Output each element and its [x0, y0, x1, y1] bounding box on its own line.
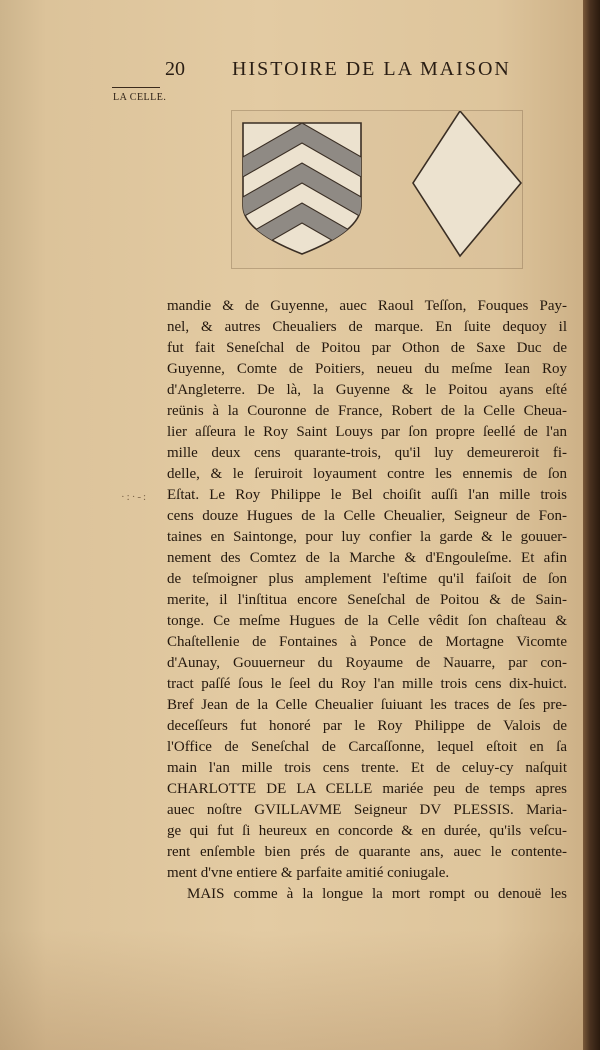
text-line: ment d'vne entiere & parfaite amitié coniugale. [167, 865, 450, 881]
text-line: Bref Jean de la Celle Cheualier ſuiuant les traces de ſes pre- [167, 697, 567, 713]
page-edge [583, 0, 600, 1050]
coat-of-arms-svg [232, 111, 522, 268]
text-line: MAIS comme à la longue la mort rompt ou denouë les [187, 886, 567, 902]
coat-of-arms-figure [231, 110, 523, 269]
text-line: delle, & le ſeruiroit loyaument contre les ennemis de ſon [167, 466, 567, 482]
text-line: rent enſemble bien prés de quarante ans, auec le contente- [167, 844, 567, 860]
chevronny-shield [232, 123, 382, 268]
text-line: tract paſſé ſous le ſeel du Roy l'an mille trois cens dix-huict. [167, 676, 567, 692]
text-line: ge qui fut ſi heureux en concorde & en durée, qu'ils veſcu- [167, 823, 567, 839]
text-line: d'Angleterre. De là, la Guyenne & le Poitou ayans eſté [167, 382, 567, 398]
text-line: Chaſtellenie de Fontaines à Ponce de Mortagne Vicomte [167, 634, 567, 650]
running-title: HISTOIRE DE LA MAISON [232, 58, 511, 80]
text-line: mandie & de Guyenne, auec Raoul Teſſon, Fouques Pay- [167, 298, 567, 314]
header-rule [112, 87, 160, 88]
text-line: Guyenne, Comte de Poitiers, neueu du meſme Iean Roy [167, 361, 567, 377]
text-line: de teſmoigner plus amplement l'eſtime qu'il faiſoit de ſon [167, 571, 567, 587]
body-text [167, 296, 567, 905]
margin-marker: ·:·-: [121, 491, 149, 503]
text-line: cens douze Hugues de la Celle Cheualier, Seigneur de Fon- [167, 508, 567, 524]
text-line: reünis à la Couronne de France, Robert de la Celle Cheua- [167, 403, 567, 419]
text-line: mille deux cens quarante-trois, qu'il luy demeureroit fi- [167, 445, 567, 461]
text-line: d'Aunay, Gouuerneur du Royaume de Nauarre, par con- [167, 655, 567, 671]
text-line: taines en Saintonge, pour luy confier la garde & le gouuer- [167, 529, 567, 545]
text-line: fut fait Seneſchal de Poitou par Othon de Saxe Duc de [167, 340, 567, 356]
lozenge-shield [413, 111, 521, 256]
text-line: Eſtat. Le Roy Philippe le Bel choiſit auſſi l'an mille trois [167, 487, 567, 503]
text-line: l'Office de Seneſchal de Carcaſſonne, lequel eſtoit en ſa [167, 739, 567, 755]
text-line: tonge. Ce meſme Hugues de la Celle vêdit ſon chaſteau & [167, 613, 567, 629]
text-line: nement des Comtez de la Marche & d'Engouleſme. Et afin [167, 550, 567, 566]
text-line: deceſſeurs fut honoré par le Roy Philippe de Valois de [167, 718, 567, 734]
text-line: nel, & autres Cheualiers de marque. En ſuite dequoy il [167, 319, 567, 335]
text-line: lier aſſeura le Roy Saint Louys par ſon propre ſeellé de l'an [167, 424, 567, 440]
text-line: auec noſtre GVILLAVME Seigneur DV PLESSIS. Maria- [167, 802, 567, 818]
page-number: 20 [165, 58, 185, 80]
text-line: merite, il l'inſtitua encore Seneſchal de Poitou & de Sain- [167, 592, 567, 608]
text-line: CHARLOTTE DE LA CELLE mariée peu de temps apres [167, 781, 567, 797]
marginal-note: LA CELLE. [113, 92, 167, 103]
text-line: main l'an mille trois cens trente. Et de celuy-cy naſquit [167, 760, 567, 776]
